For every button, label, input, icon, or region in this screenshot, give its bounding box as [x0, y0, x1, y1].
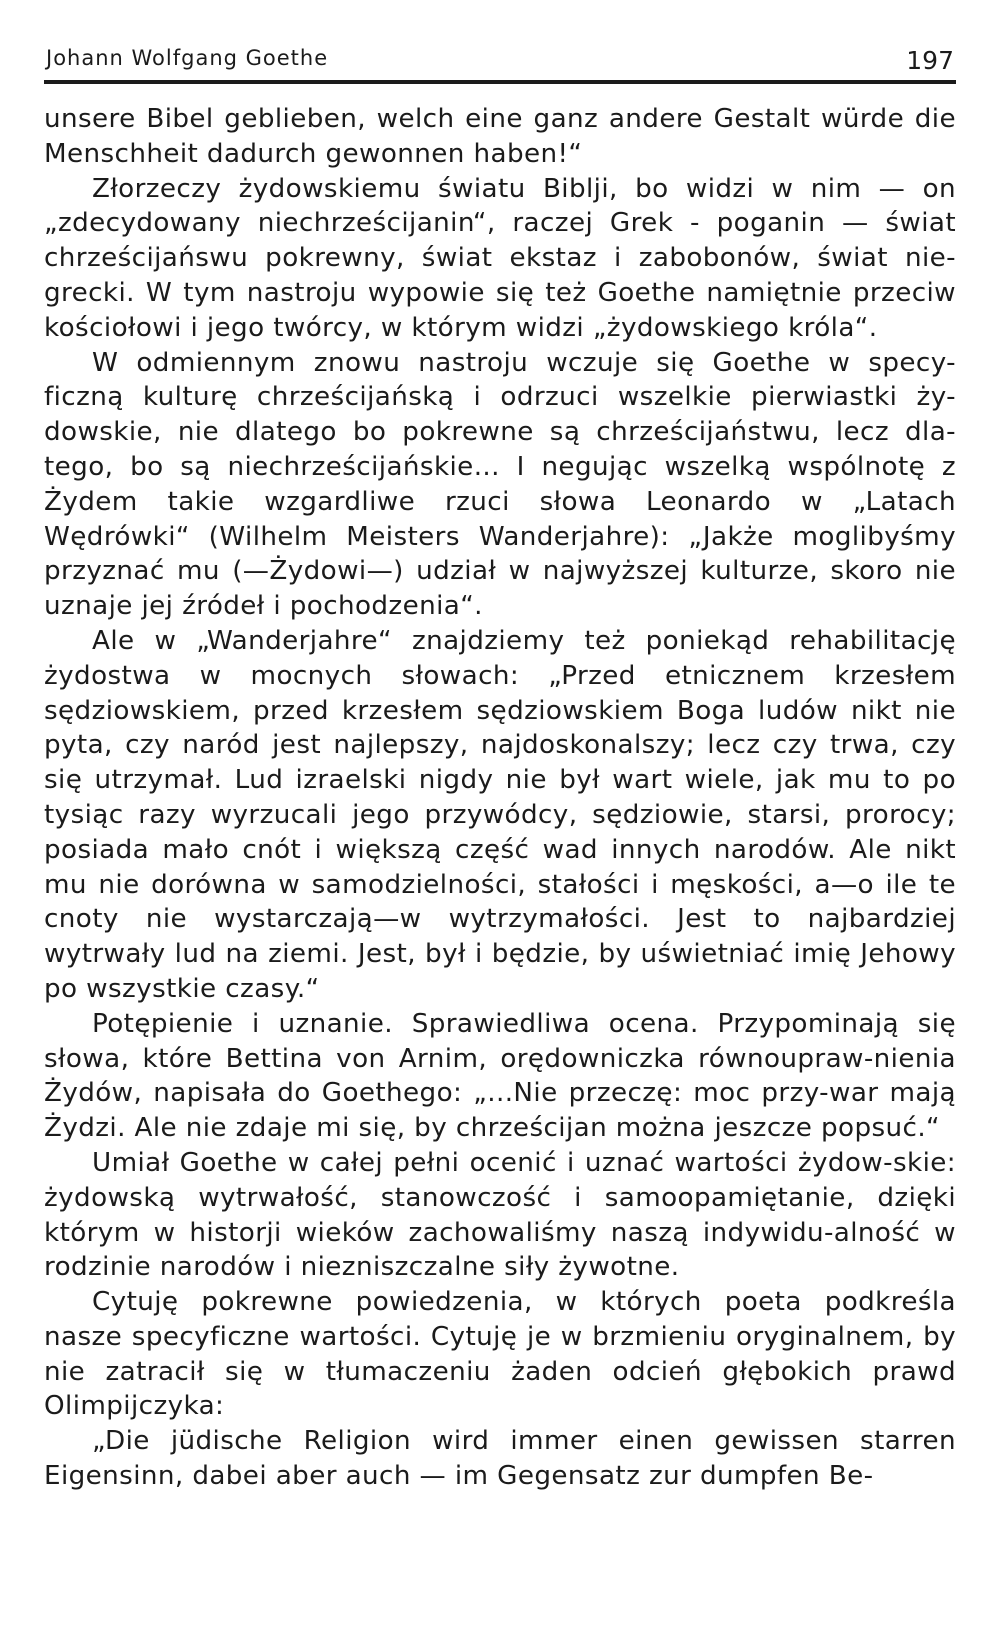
paragraph: Umiał Goethe w całej pełni ocenić i uznać wartości żydow-skie: żydowską wytrwałość, stanowczość i samoopamiętanie, dzięki którym w historji wieków zachowaliśmy naszą indywidu-alność w rodzinie narodów i niezniszczalne siły żywotne. [44, 1147, 956, 1283]
running-title: Johann Wolfgang Goethe [46, 46, 329, 70]
paragraph: unsere Bibel geblieben, welch eine ganz andere Gestalt würde die Menschheit dadurch gewonnen haben!“ [44, 104, 956, 169]
paragraph: Ale w „Wanderjahre“ znajdziemy też poniekąd rehabilitację żydostwa w mocnych słowach: „Przed etnicznem krzesłem sędziowskiem, przed krzesłem sędziowskiem Boga ludów nikt nie pyta, czy naród jest najlepszy, najdoskonalszy; lecz czy trwa, czy się utrzymał. Lud izraelski nigdy nie był wart wiele, jak mu to po tysiąc razy wyrzucali jego przywódcy, sędziowie, starsi, prorocy; posiada mało cnót i większą część wad innych narodów. Ale nikt mu nie dorówna w samodzielności, stałości i męskości, a—o ile te cnoty nie wystarczają—w wytrzymałości. Jest to najbardziej wytrwały lud na ziemi. Jest, był i będzie, by uświetniać imię Jehowy po wszystkie czasy.“ [44, 625, 956, 1004]
paragraph: Potępienie i uznanie. Sprawiedliwa ocena. Przypominają się słowa, które Bettina von Arnim, orędowniczka równoupraw-nienia Żydów, napisała do Goethego: „...Nie przeczę: moc przy-war mają Żydzi. Ale nie zdaje mi się, by chrześcijan można jeszcze popsuć.“ [44, 1008, 956, 1144]
paragraph: „Die jüdische Religion wird immer einen gewissen starren Eigensinn, dabei aber auch — im Gegensatz zur dumpfen Be- [44, 1426, 956, 1492]
body-text [44, 102, 956, 1494]
header-rule [44, 80, 956, 84]
paragraph: Cytuję pokrewne powiedzenia, w których poeta podkreśla nasze specyficzne wartości. Cytuję je w brzmieniu oryginalnem, by nie zatracił się w tłumaczeniu żaden odcień głębokich prawd Olimpijczyka: [44, 1287, 956, 1422]
page-number: 197 [906, 46, 954, 75]
paragraph: W odmiennym znowu nastroju wczuje się Goethe w specy-ficzną kulturę chrześcijańską i odrzuci wszelkie pierwiastki ży-dowskie, nie dlatego bo pokrewne są chrześcijaństwu, lecz dla-tego, bo są niechrześcijańskie... I negując wszelką wspólnotę z Żydem takie wzgardliwe rzuci słowa Leonardo w „Latach Wędrówki“ (Wilhelm Meisters Wanderjahre): „Jakże moglibyśmy przyznać mu (—Żydowi—) udział w najwyższej kulturze, skoro nie uznaje jej źródeł i pochodzenia“. [44, 347, 956, 622]
paragraph: Złorzeczy żydowskiemu światu Biblji, bo widzi w nim — on „zdecydowany niechrześcijanin“, raczej Grek - poganin — świat chrześcijańswu pokrewny, świat ekstaz i zabobonów, świat nie-grecki. W tym nastroju wypowie się też Goethe namiętnie przeciw kościołowi i jego twórcy, w którym widzi „żydowskiego króla“. [44, 173, 956, 343]
page-header [44, 42, 956, 80]
